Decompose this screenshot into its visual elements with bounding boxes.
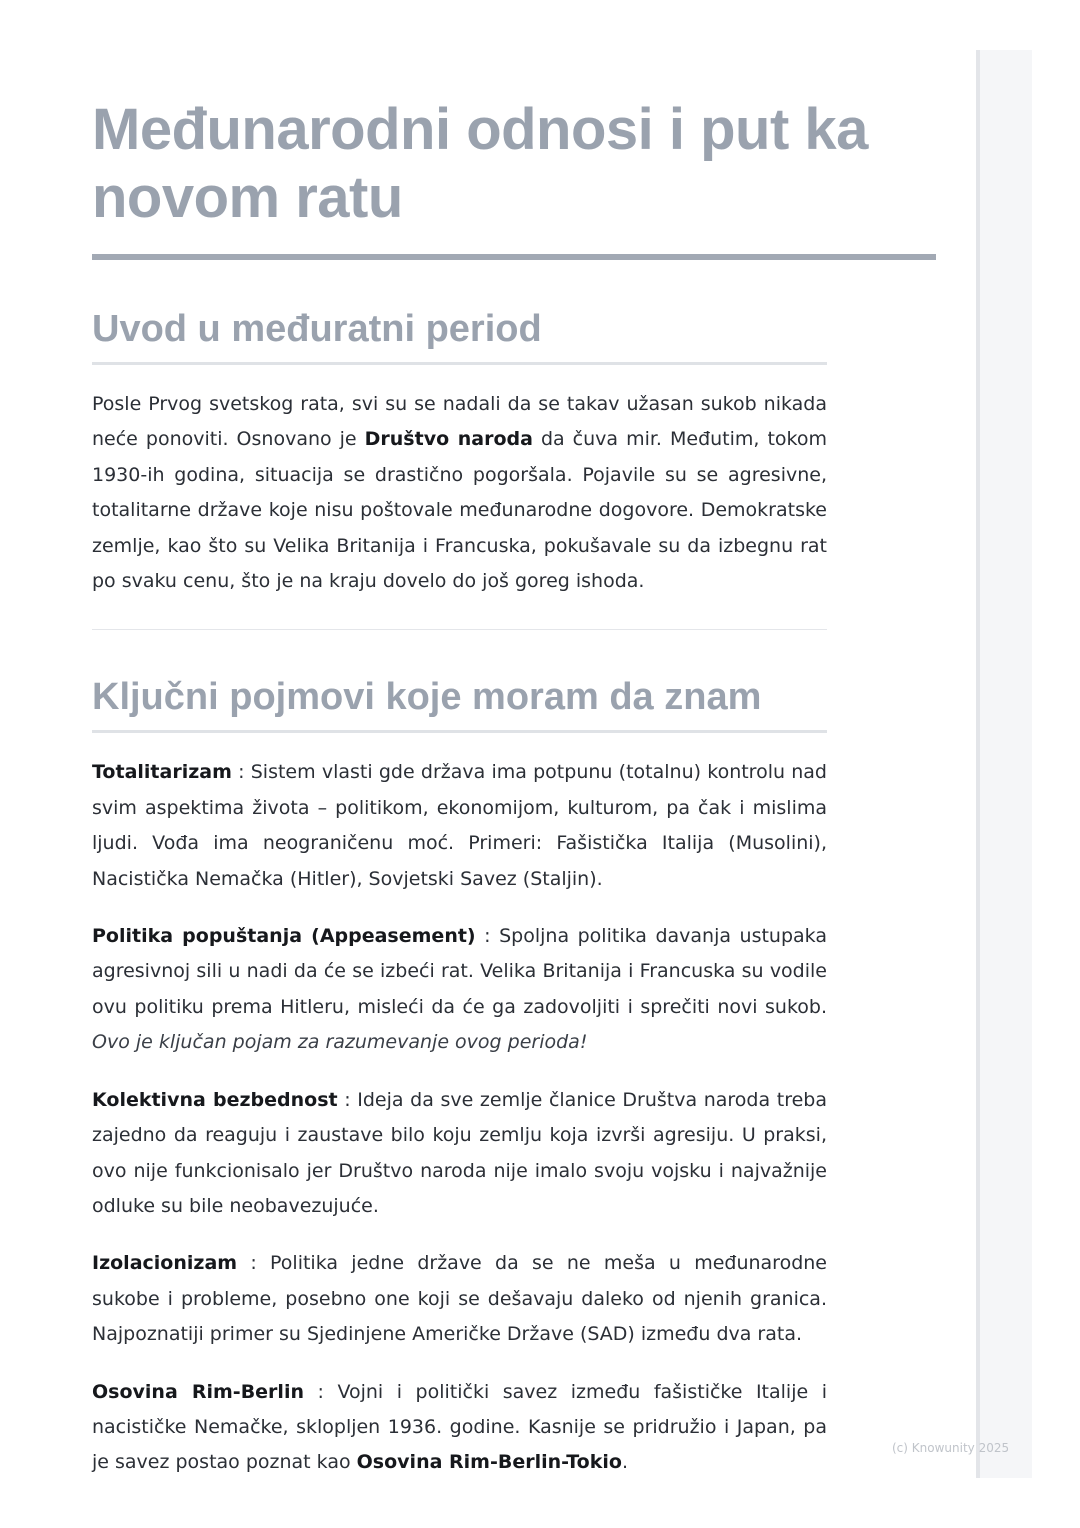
watermark: (c) Knowunity 2025 — [892, 1441, 1010, 1455]
concept-term: Totalitarizam — [92, 761, 232, 784]
concept-definition: Vojni i politički savez između fašističke Italije i nacističke Nemačke, sklopljen 1936. godine. Kasnije se pridružio i Japan, pa je savez postao poznat kao — [92, 1380, 827, 1474]
right-side-panel — [976, 50, 1032, 1478]
concept-definition: Sistem vlasti gde država ima potpunu (totalnu) kontrolu nad svim aspektima života – politikom, ekonomijom, kulturom, pa čak i mislima ljudi. Vođa ima neograničenu moć. Primeri: Fašistička Italija (Musolini), Nacistička Nemačka (Hitler), Sovjetski Savez (Staljin). — [92, 761, 827, 890]
concept-term: Osovina Rim-Berlin — [92, 1380, 304, 1403]
concept-definition: Ideja da sve zemlje članice Društva naroda treba zajedno da reaguju i zaustave bilo koju zemlju koja izvrši agresiju. U praksi, ovo nije funkcionisalo jer Društvo naroda nije imalo svoju vojsku i najvažnije odluke su bile neobavezujuće. — [92, 1088, 827, 1217]
concept-separator: : — [237, 1252, 271, 1275]
concept-separator: : — [231, 761, 251, 784]
section-divider — [92, 629, 827, 630]
concept-totalitarizam — [92, 755, 827, 897]
title-divider — [92, 254, 936, 260]
concept-izolacionizam — [92, 1246, 827, 1352]
concept-separator: : — [303, 1380, 338, 1403]
concept-term: Kolektivna bezbednost — [92, 1088, 338, 1111]
concept-end: . — [621, 1451, 628, 1474]
concept-kolektivna-bezbednost — [92, 1083, 827, 1225]
document-page — [92, 96, 868, 1481]
section-heading-concepts: Ključni pojmovi koje moram da znam — [92, 676, 762, 719]
concept-note: Ovo je ključan pojam za razumevanje ovog perioda! — [92, 1031, 588, 1054]
intro-text-part: Posle Prvog svetskog rata, svi su se nadali da se takav užasan sukob nikada neće ponoviti. Osnovano je — [92, 393, 827, 451]
page-title: Međunarodni odnosi i put ka novom ratu — [92, 97, 868, 230]
concept-term: Izolacionizam — [92, 1252, 238, 1275]
concept-separator: : — [475, 925, 500, 948]
section-heading-intro: Uvod u međuratni period — [92, 308, 542, 350]
intro-text-part: da čuva mir. Međutim, tokom 1930-ih godina, situacija se drastično pogoršala. Pojavile su se agresivne, totalitarne države koje nisu poštovale međunarodne dogovore. Demokratske zemlje, kao što su Velika Britanija i Francuska, pokušavale su da izbegnu rat po svaku cenu, što je na kraju dovelo do još goreg ishoda. — [92, 428, 828, 593]
concept-appeasement — [92, 919, 827, 1061]
section-heading-rule — [92, 362, 827, 365]
intro-paragraph — [92, 387, 827, 599]
concept-definition: Spoljna politika davanja ustupaka agresivnoj sili u nadi da će se izbeći rat. Velika Britanija i Francuska su vodile ovu politiku prema Hitleru, misleći da će ga zadovoljiti i sprečiti novi sukob. — [92, 925, 827, 1018]
concept-definition: Politika jedne države da se ne meša u međunarodne sukobe i probleme, posebno one koji se dešavaju daleko od njenih granica. Najpoznatiji primer su Sjedinjene Američke Države (SAD) između dva rata. — [92, 1252, 827, 1346]
concept-separator: : — [337, 1088, 358, 1111]
concept-osovina — [92, 1375, 827, 1481]
concept-term: Politika popuštanja (Appeasement) — [92, 925, 476, 948]
concept-bold-term: Osovina Rim-Berlin-Tokio — [356, 1451, 622, 1474]
intro-bold-term: Društvo naroda — [364, 428, 533, 451]
section-heading-rule — [92, 730, 827, 733]
